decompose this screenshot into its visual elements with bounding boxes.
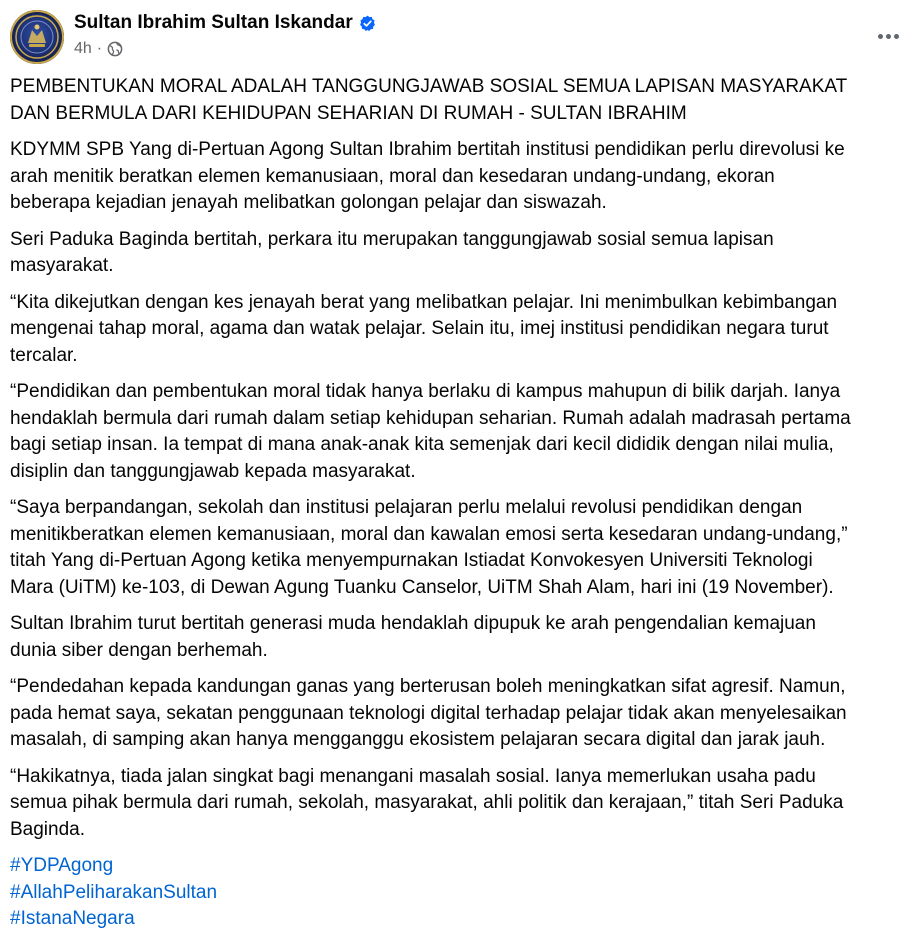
author-line [74,12,376,34]
more-options-icon[interactable] [874,26,902,46]
post-paragraph: “Pendedahan kepada kandungan ganas yang berterusan boleh meningkatkan sifat agresif. Namun, pada hemat saya, sekatan penggunaan teknologi digital terhadap pelajar tidak akan menyelesaikan masalah, di samping akan hanya mengganggu ekosistem pelajaran secara digital dan jarak jauh. [10,676,847,750]
post-timestamp[interactable]: 4h [74,40,92,57]
post-paragraph: Seri Paduka Baginda bertitah, perkara itu merupakan tanggungjawab sosial semua lapisan masyarakat. [10,228,774,276]
meta-separator: · [96,40,103,57]
post-paragraph: “Kita dikejutkan dengan kes jenayah berat yang melibatkan pelajar. Ini menimbulkan kebimbangan mengenai tahap moral, agama dan watak pelajar. Selain itu, imej institusi pendidikan negara turut tercalar. [10,291,838,366]
crest-icon [10,10,64,64]
globe-icon[interactable] [107,41,123,57]
more-dot [894,34,899,39]
post-meta [74,40,123,58]
avatar[interactable] [10,10,64,64]
more-dot [878,34,883,39]
more-dot [886,34,891,39]
post-paragraph: “Hakikatnya, tiada jalan singkat bagi menangani masalah sosial. Ianya memerlukan usaha padu semua pihak bermula dari rumah, sekolah, masyarakat, ahli politik dan kerajaan,” titah Seri Paduka Baginda. [10,765,844,840]
hashtag-link[interactable]: #IstanaNegara [10,908,135,929]
hashtag-link[interactable]: #AllahPeliharakanSultan [10,881,218,903]
verified-badge-icon [359,15,376,32]
hashtag-link[interactable]: #YDPAgong [10,855,114,876]
post-paragraph: “Pendidikan dan pembentukan moral tidak hanya berlaku di kampus mahupun di bilik darjah. Ianya hendaklah bermula dari rumah dalam setiap kehidupan seharian. Rumah adalah madrasah pertama bagi setiap insan. Ia tempat di mana anak-anak kita semenjak dari kecil dididik dengan nilai mulia, disiplin dan tanggungjawab kepada masyarakat. [10,381,851,482]
post-paragraph: “Saya berpandangan, sekolah dan institusi pelajaran perlu melalui revolusi pendidikan dengan menitikberatkan elemen kemanusiaan, moral dan kawalan emosi serta kesedaran undang-undang,” titah Yang di-Pertuan Agong ketika menyempurnakan Istiadat Konvokesyen Universiti Teknologi Mara (UiTM) ke-103, di Dewan Agung Tuanku Canselor, UiTM Shah Alam, hari ini (19 November). [10,497,848,598]
post-header [10,10,910,66]
post-paragraph: KDYMM SPB Yang di-Pertuan Agong Sultan Ibrahim bertitah institusi pendidikan perlu direvolusi ke arah menitik beratkan elemen kemanusiaan, moral dan kesedaran undang-undang, ekoran beberapa kejadian jenayah melibatkan golongan pelajar dan siswazah. [10,139,845,213]
post-paragraph: Sultan Ibrahim turut bertitah generasi muda hendaklah dipupuk ke arah pengendalian kemajuan dunia siber dengan berhemah. [10,613,816,661]
post-headline: PEMBENTUKAN MORAL ADALAH TANGGUNGJAWAB SOSIAL SEMUA LAPISAN MASYARAKAT DAN BERMULA DARI KEHIDUPAN SEHARIAN DI RUMAH - SULTAN IBRAHIM [10,76,848,124]
hashtag-list [10,853,912,933]
author-name[interactable]: Sultan Ibrahim Sultan Iskandar [74,12,353,33]
post-body [10,74,912,933]
